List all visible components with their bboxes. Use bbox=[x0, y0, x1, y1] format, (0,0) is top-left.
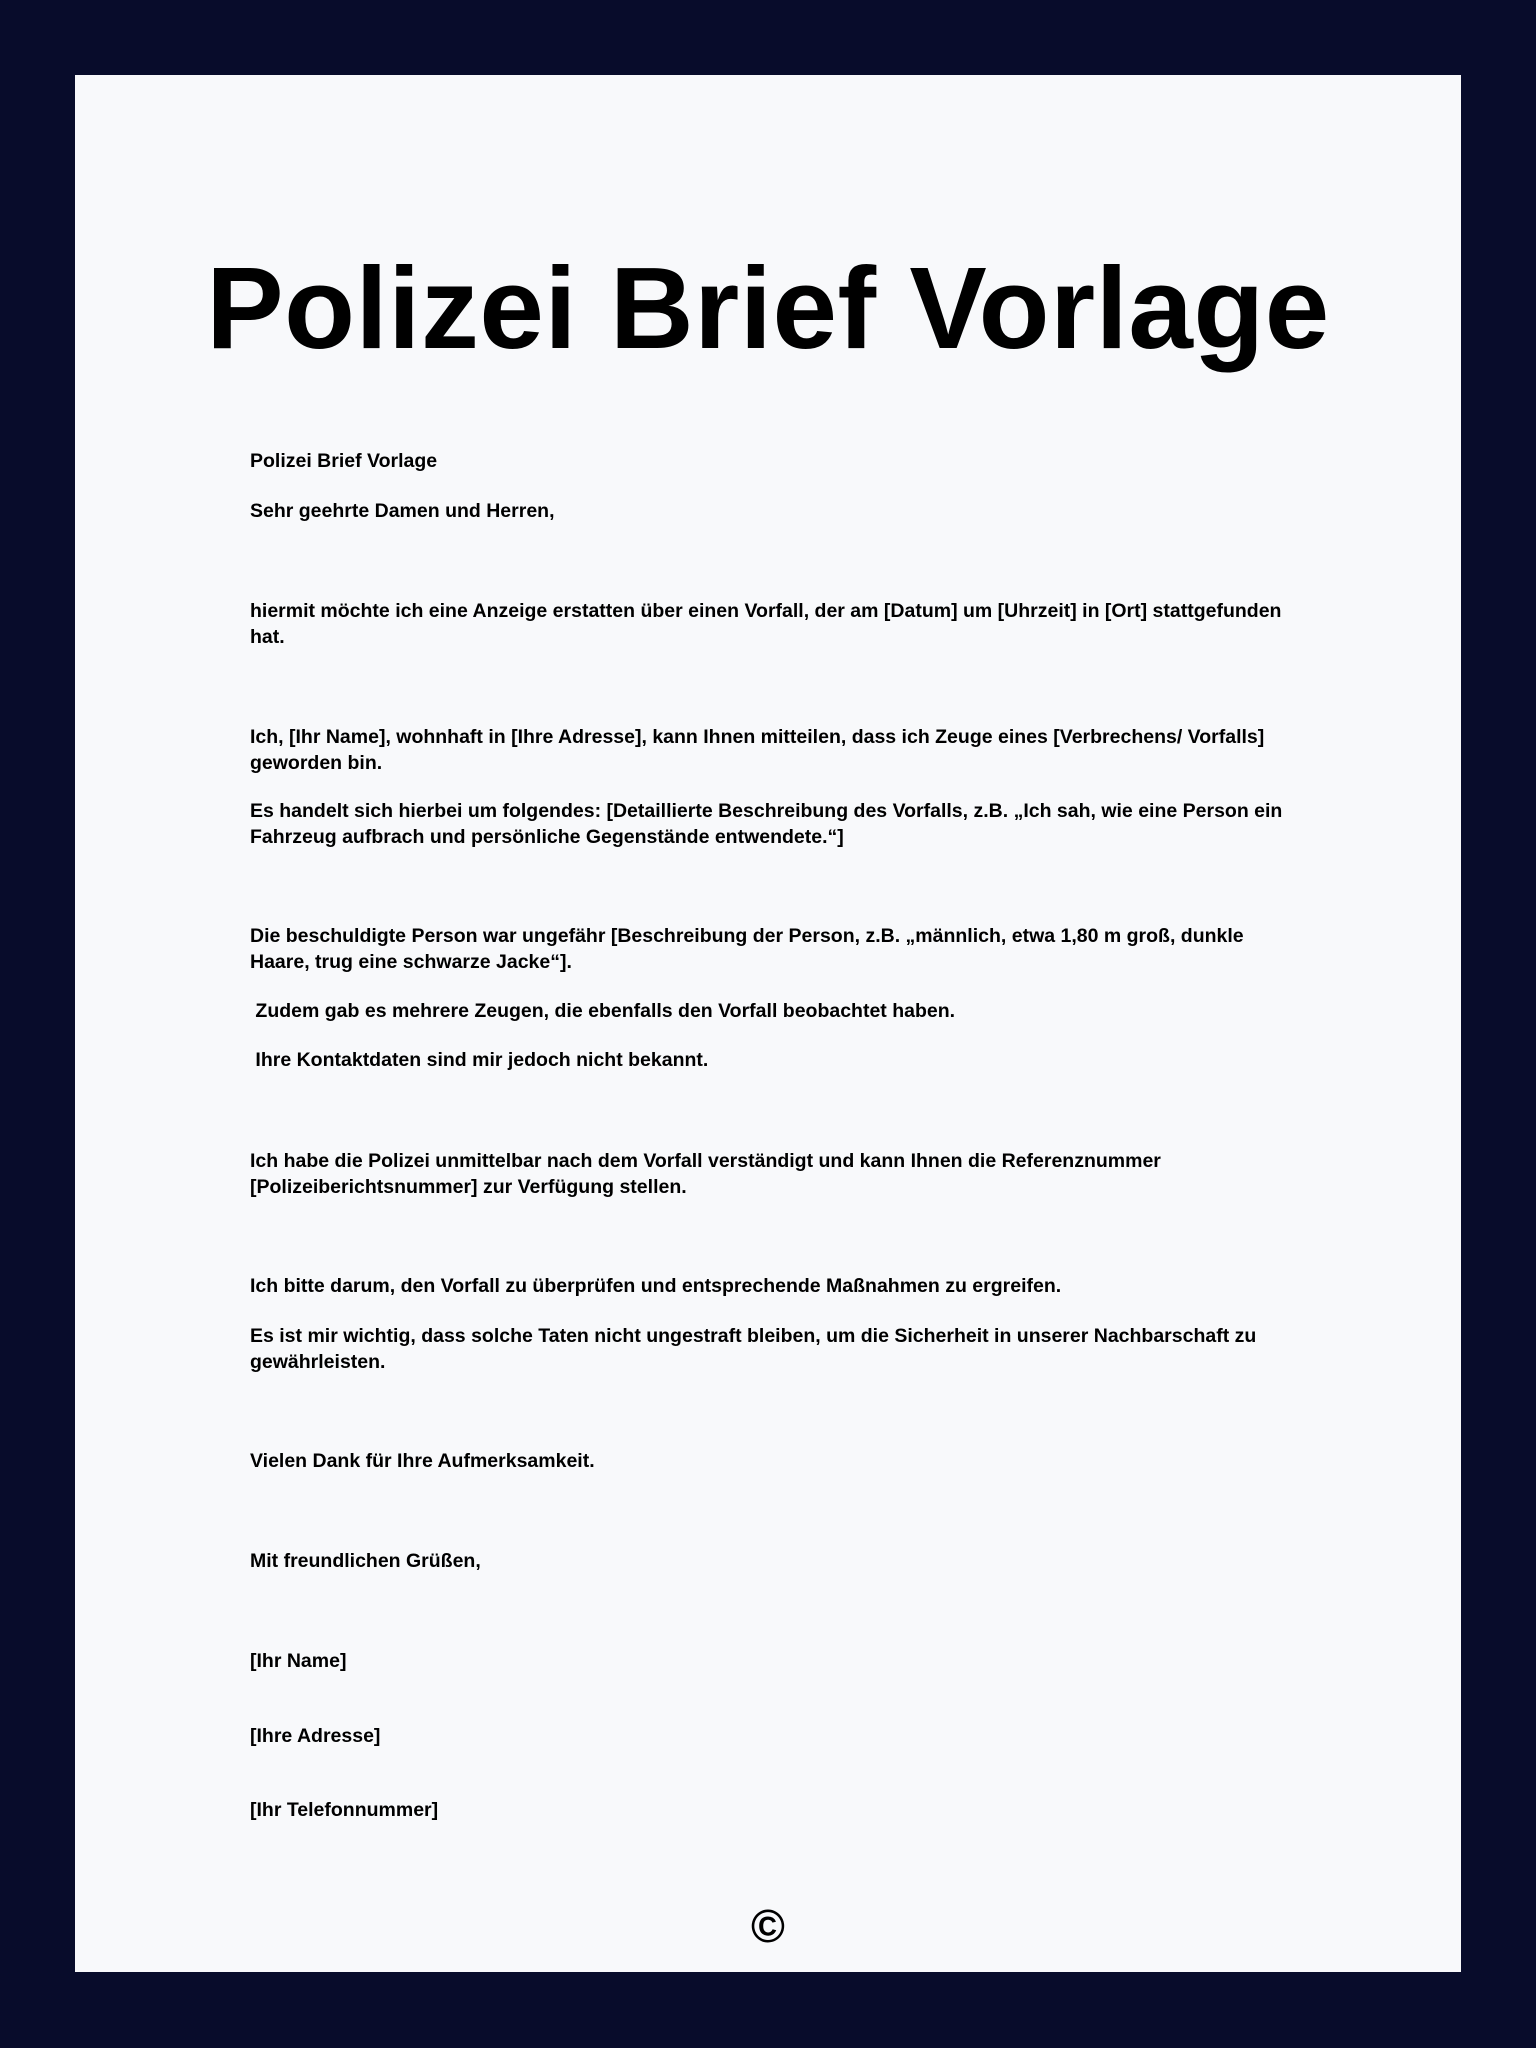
paragraph-importance: Es ist mir wichtig, dass solche Taten nicht ungestraft bleiben, um die Sicherheit in unserer Nachbarschaft zu gewährleisten. bbox=[250, 1325, 1262, 1373]
salutation: Sehr geehrte Damen und Herren, bbox=[250, 500, 555, 522]
paragraph-request: Ich bitte darum, den Vorfall zu überprüfen und entsprechende Maßnahmen zu ergreifen. bbox=[250, 1275, 1062, 1297]
paragraph-witness: Ich, [Ihr Name], wohnhaft in [Ihre Adresse], kann Ihnen mitteilen, dass ich Zeuge eines [Verbrechens/ Vorfalls] geworden bin. bbox=[250, 726, 1270, 774]
signature-address: [Ihre Adresse] bbox=[250, 1725, 381, 1747]
paragraph-thanks: Vielen Dank für Ihre Aufmerksamkeit. bbox=[250, 1450, 595, 1472]
signature-phone: [Ihr Telefonnummer] bbox=[250, 1799, 439, 1821]
paragraph-suspect: Die beschuldigte Person war ungefähr [Beschreibung der Person, z.B. „männlich, etwa 1,80 m groß, dunkle Haare, trug eine schwarze Jacke“]. bbox=[250, 925, 1250, 973]
copyright-icon: © bbox=[751, 1900, 785, 1952]
paragraph-police-reference: Ich habe die Polizei unmittelbar nach dem Vorfall verständigt und kann Ihnen die Referenznummer [Polizeiberichtsnummer] zur Verfügung stellen. bbox=[250, 1150, 1167, 1198]
closing: Mit freundlichen Grüßen, bbox=[250, 1550, 481, 1572]
paragraph-other-witnesses: Zudem gab es mehrere Zeugen, die ebenfalls den Vorfall beobachtet haben. bbox=[250, 1000, 956, 1022]
paragraph-description: Es handelt sich hierbei um folgendes: [Detaillierte Beschreibung des Vorfalls, z.B. „Ich sah, wie eine Person ein Fahrzeug aufbrach und persönliche Gegenstände entwendete.“] bbox=[250, 800, 1288, 848]
paragraph-intro: hiermit möchte ich eine Anzeige erstatten über einen Vorfall, der am [Datum] um [Uhrzeit] in [Ort] stattgefunden hat. bbox=[250, 600, 1287, 648]
signature-name: [Ihr Name] bbox=[250, 1650, 347, 1672]
document-title: Polizei Brief Vorlage bbox=[206, 243, 1330, 373]
letter-heading: Polizei Brief Vorlage bbox=[250, 450, 438, 472]
paragraph-contacts: Ihre Kontaktdaten sind mir jedoch nicht bekannt. bbox=[250, 1049, 709, 1071]
